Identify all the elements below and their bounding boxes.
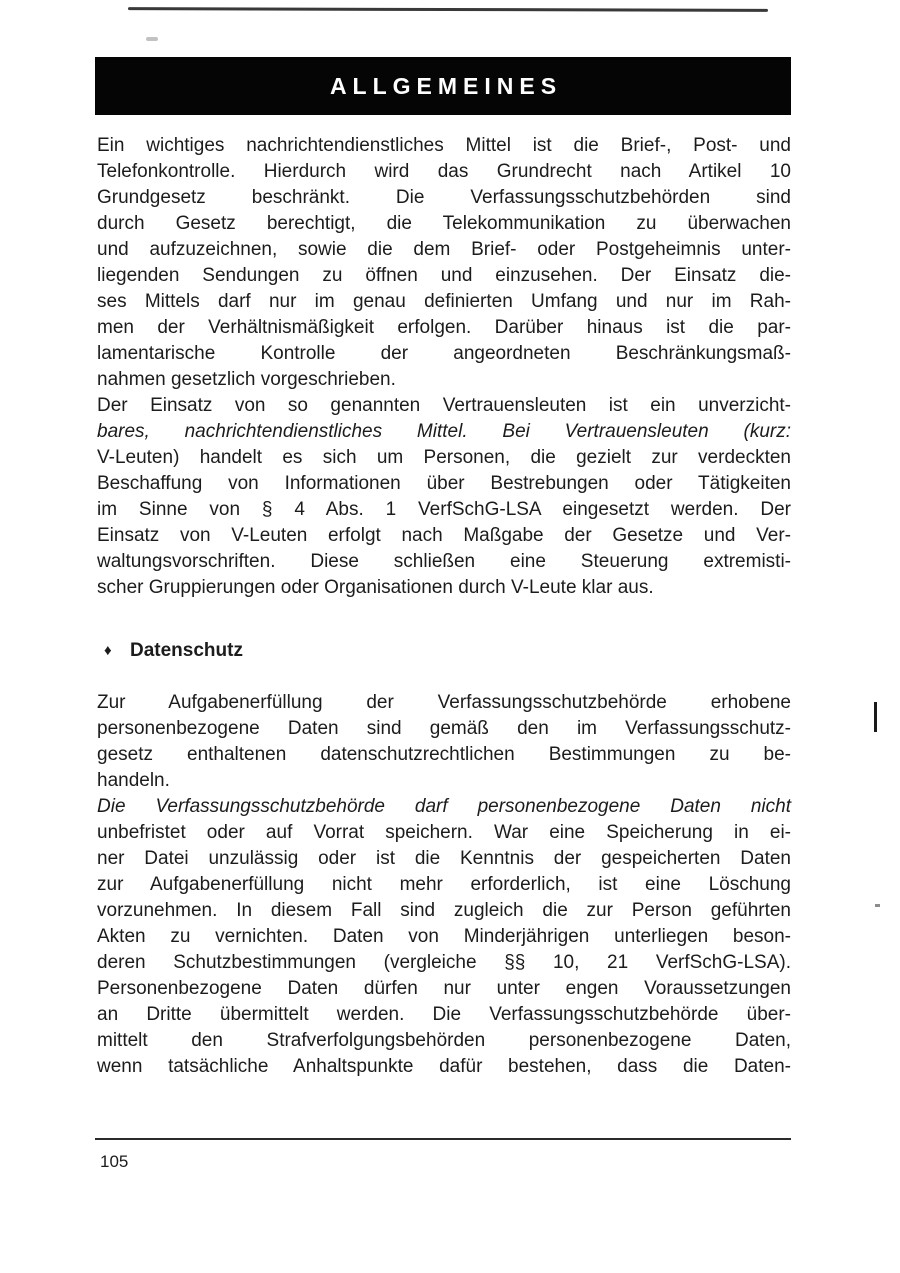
margin-dot-mark [875,904,880,907]
text-line: deren Schutzbestimmungen (vergleiche §§ 10, 21 VerfSchG-LSA). [97,952,791,973]
text-line: ner Datei unzulässig oder ist die Kenntnis der gespeicherten Daten [97,848,791,869]
text-line: Grundgesetz beschränkt. Die Verfassungsschutzbehörden sind [97,187,791,208]
text-line: unbefristet oder auf Vorrat speichern. War eine Speicherung in ei- [97,822,791,843]
text-line: liegenden Sendungen zu öffnen und einzusehen. Der Einsatz die- [97,265,791,286]
scan-artifact-line [128,7,768,12]
section-header-bar [95,57,791,115]
text-line: waltungsvorschriften. Diese schließen eine Steuerung extremisti- [97,551,791,572]
text-line: nahmen gesetzlich vorgeschrieben. [97,369,396,390]
scan-artifact-smudge [146,37,158,41]
text-line: men der Verhältnismäßigkeit erfolgen. Darüber hinaus ist die par- [97,317,791,338]
proofreading-margin-mark [874,702,877,732]
text-line: gesetz enthaltenen datenschutzrechtlichen Bestimmungen zu be- [97,744,791,765]
text-line: personenbezogene Daten sind gemäß den im Verfassungsschutz- [97,718,791,739]
text-line: handeln. [97,770,170,791]
text-line: wenn tatsächliche Anhaltspunkte dafür bestehen, dass die Daten- [97,1056,791,1077]
text-line: durch Gesetz berechtigt, die Telekommunikation zu überwachen [97,213,791,234]
text-line: Einsatz von V-Leuten erfolgt nach Maßgabe der Gesetze und Ver- [97,525,791,546]
text-line: Der Einsatz von so genannten Vertrauensleuten ist ein unverzicht- [97,395,791,416]
text-line: mittelt den Strafverfolgungsbehörden personenbezogene Daten, [97,1030,791,1051]
section-heading [97,638,791,664]
page-number: 105 [100,1152,129,1171]
text-line: Akten zu vernichten. Daten von Minderjährigen unterliegen beson- [97,926,791,947]
section-header-title: ALLGEMEINES [329,72,563,99]
text-line: im Sinne von § 4 Abs. 1 VerfSchG-LSA eingesetzt werden. Der [97,499,791,520]
text-line: bares, nachrichtendienstliches Mittel. Bei Vertrauensleuten (kurz: [97,421,791,442]
text-line: Die Verfassungsschutzbehörde darf personenbezogene Daten nicht [97,796,791,817]
text-line: und aufzuzeichnen, sowie die dem Brief- oder Postgeheimnis unter- [97,239,791,260]
diamond-bullet-icon: ♦ [104,642,112,659]
text-line: Telefonkontrolle. Hierdurch wird das Grundrecht nach Artikel 10 [97,161,791,182]
body-text [97,133,791,1080]
text-line: Personenbezogene Daten dürfen nur unter engen Voraussetzungen [97,978,791,999]
section-heading-label: Datenschutz [130,640,243,661]
text-line: vorzunehmen. In diesem Fall sind zugleich die zur Person geführten [97,900,791,921]
text-line: ses Mittels darf nur im genau definierten Umfang und nur im Rah- [97,291,791,312]
text-line: Zur Aufgabenerfüllung der Verfassungsschutzbehörde erhobene [97,692,791,713]
footer-rule [95,1138,791,1140]
text-line: Ein wichtiges nachrichtendienstliches Mittel ist die Brief-, Post- und [97,135,791,156]
text-line: lamentarische Kontrolle der angeordneten Beschränkungsmaß- [97,343,791,364]
text-line: Beschaffung von Informationen über Bestrebungen oder Tätigkeiten [97,473,791,494]
text-line: zur Aufgabenerfüllung nicht mehr erforderlich, ist eine Löschung [97,874,791,895]
text-line: scher Gruppierungen oder Organisationen durch V-Leute klar aus. [97,577,654,598]
text-line: an Dritte übermittelt werden. Die Verfassungsschutzbehörde über- [97,1004,791,1025]
text-line: V-Leuten) handelt es sich um Personen, die gezielt zur verdeckten [97,447,791,468]
